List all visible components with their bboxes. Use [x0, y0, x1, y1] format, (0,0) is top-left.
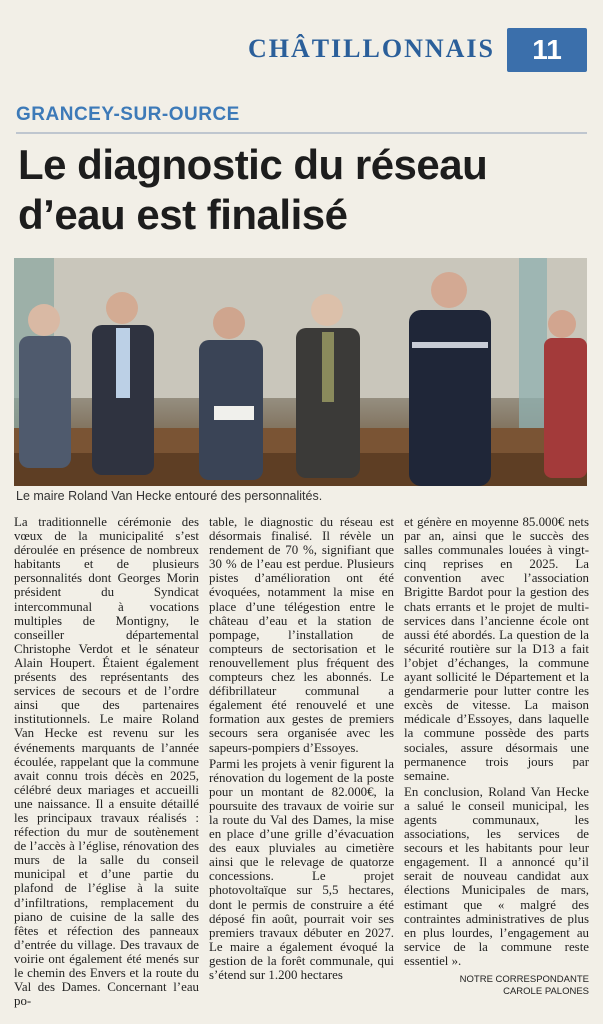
signature-role: NOTRE CORRESPONDANTE	[459, 974, 589, 985]
article-kicker: GRANCEY-SUR-OURCE	[16, 104, 240, 125]
signature-name: CAROLE PALONES	[503, 986, 589, 997]
author-signature	[404, 974, 589, 998]
paragraph: En conclusion, Roland Van Hecke a salué le conseil municipal, les agents communaux, les associations, les services de secours et les habitants pour leur engagement. Il a annoncé qu’il serait de nouveau candidat aux élections Municipales de mars, estimant que « malgré des contraintes administratives de plus en plus lourdes, l’engagement au service de la commune reste essentiel ».	[404, 784, 589, 968]
article-body	[14, 515, 589, 1020]
page-number: 11	[507, 28, 587, 72]
article-column-2	[209, 515, 394, 1020]
article-photo	[14, 258, 587, 486]
photo-caption: Le maire Roland Van Hecke entouré des personnalités.	[16, 489, 323, 503]
section-header	[8, 28, 595, 72]
kicker-divider	[16, 132, 587, 134]
paragraph: table, le diagnostic du réseau est désormais finalisé. Il révèle un rendement de 70 %, signifiant que 30 % de l’eau est perdue. Plusieurs pistes d’amélioration ont été évoquées, notamment la mise en place d’une télégestion entre le château d’eau et la station de pompage, l’installation de compteurs de sectorisation et le renouvellement plus fréquent des compteurs chez les abonnés. Le défibrillateur communal a également été renouvelé et une formation aux gestes de premiers secours sera organisée avec les sapeurs-pompiers d’Essoyes.	[209, 515, 394, 755]
paragraph: et génère en moyenne 85.000€ nets par an, ainsi que le succès des salles communales louées à vingt-cinq reprises en 2025. La convention avec l’association Brigitte Bardot pour la gestion des chats errants et le projet de multi-services dans l’ancienne école ont aussi été abordés. La question de la sécurité routière sur la D13 a fait l’objet d’échanges, la commune ayant sollicité le Département et la gendarmerie pour lutter contre les excès de vitesse. La maison médicale d’Essoyes, dans laquelle la commune possède des parts sociales, assure désormais une permanence trois jours par semaine.	[404, 515, 589, 783]
article-column-3	[404, 515, 589, 1020]
paragraph: Parmi les projets à venir figurent la rénovation du logement de la poste pour un montant de 82.000€, la poursuite des travaux de voirie sur la route du Val des Dames, la mise en place d’une grille d’évacuation des eaux pluviales au cimetière ainsi que le relevage de quatorze concessions. Le projet photovoltaïque sur 5,5 hectares, dont le permis de construire a été déposé fin août, pourrait voir ses premiers travaux débuter en 2027. Le maire a également évoqué la gestion de la forêt communale, qui s’étend sur 1.200 hectares	[209, 756, 394, 982]
article-column-1	[14, 515, 199, 1020]
paragraph: La traditionnelle cérémonie des vœux de la municipalité s’est déroulée en présence de nombreux habitants et de plusieurs personnalités dont Georges Morin président du Syndicat intercommunal à vocations multiples de Montigny, le conseiller départemental Christophe Verdot et le sénateur Alain Houpert. Étaient également présents des représentants des services de secours et de l’ordre ainsi que des partenaires institutionnels. Le maire Roland Van Hecke est revenu sur les événements marquants de l’année écoulée, rappelant que la commune avait connu trois décès en 2025, célébré deux mariages et accueilli une naissance. Il a ensuite détaillé les principaux travaux réalisés : réfection du mur de soutènement de l’accès à l’église, rénovation des murs de la salle du conseil municipal et d’une partie du plafond de l’église à la suite d’infiltrations, remplacement du piano de cuisine de la salle des fêtes et réfection des panneaux d’entrée du village. Des travaux de voirie ont également été menés sur le chemin des Envers et la route du Val des Dames. Concernant l’eau po-	[14, 515, 199, 1009]
section-name: CHÂTILLONNAIS	[247, 34, 495, 63]
article-headline: Le diagnostic du réseau d’eau est finalisé	[18, 141, 488, 238]
